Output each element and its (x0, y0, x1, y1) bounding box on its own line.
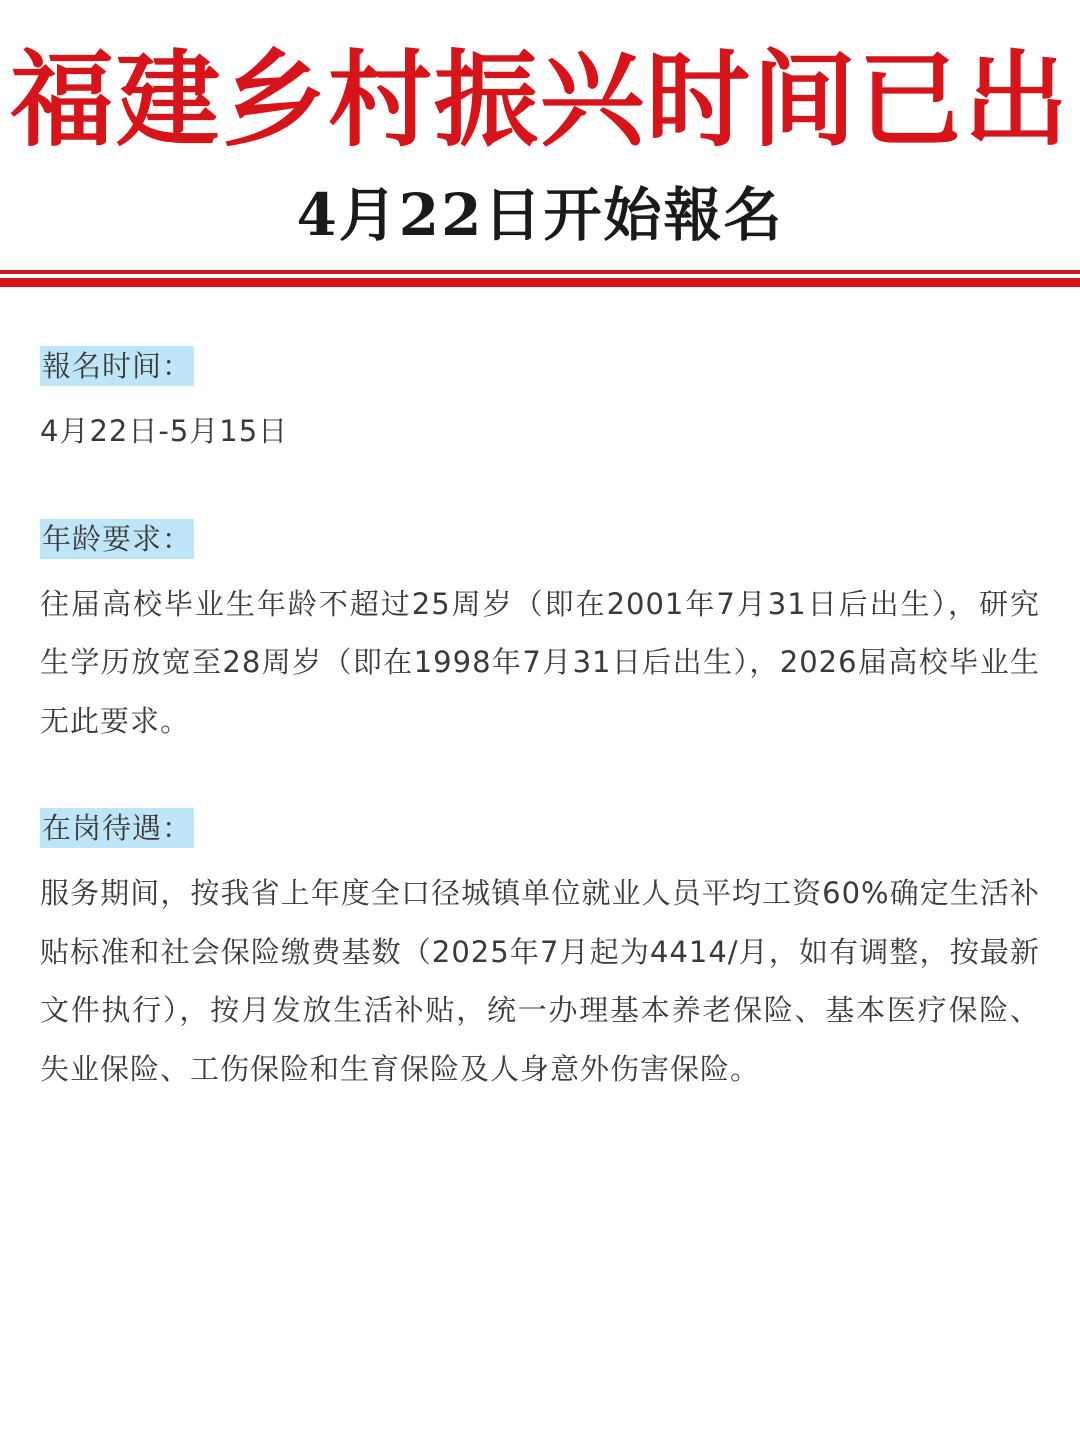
section-registration-time (40, 346, 1040, 461)
section-age-requirement (40, 519, 1040, 751)
section-benefits (40, 808, 1040, 1098)
divider-thick (0, 278, 1080, 287)
divider-thin (0, 270, 1080, 274)
header (0, 0, 1080, 270)
page-subtitle: 4月22日开始報名 (296, 181, 784, 249)
section-label: 報名时间： (40, 346, 194, 386)
section-text: 4月22日-5月15日 (40, 414, 289, 448)
section-label: 年龄要求： (40, 519, 194, 559)
section-text: 往届高校毕业生年龄不超过25周岁（即在2001年7月31日后出生），研究生学历放宽至28周岁（即在1998年7月31日后出生），2026届高校毕业生无此要求。 (40, 586, 1040, 738)
content (40, 346, 1040, 1156)
section-text: 服务期间，按我省上年度全口径城镇单位就业人员平均工资60%确定生活补贴标准和社会保险缴费基数（2025年7月起为4414/月，如有调整，按最新文件执行），按月发放生活补贴，统一办理基本养老保险、基本医疗保险、失业保险、工伤保险和生育保险及人身意外伤害保险。 (40, 876, 1040, 1086)
section-label: 在岗待遇： (40, 808, 194, 848)
page-title: 福建乡村振兴时间已出 (9, 38, 1070, 161)
